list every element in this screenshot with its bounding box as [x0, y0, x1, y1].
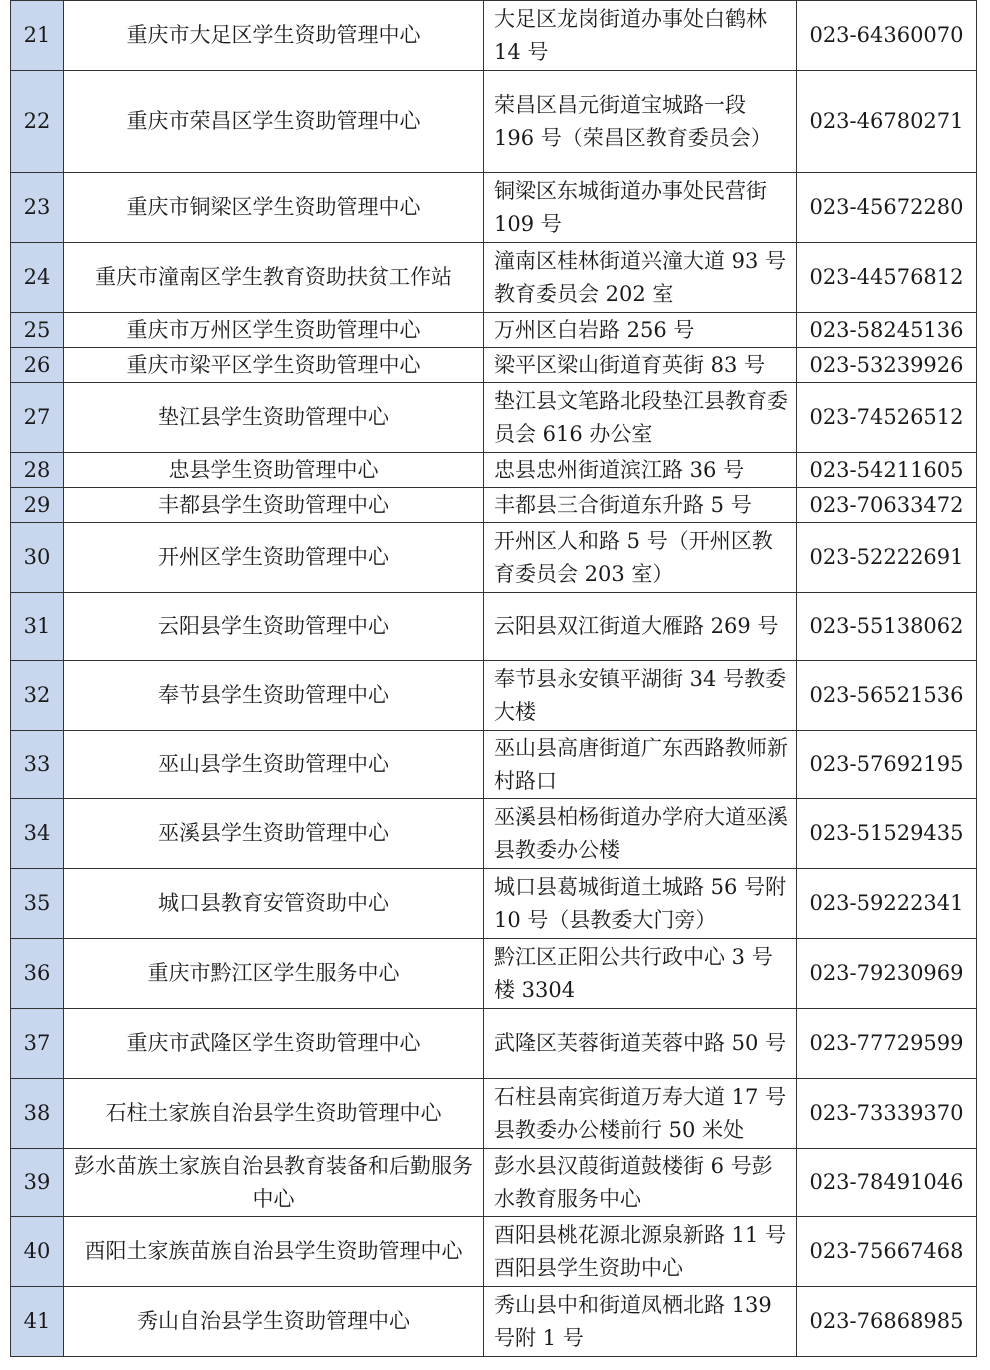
organization-name: 云阳县学生资助管理中心 [64, 593, 484, 661]
table-row [11, 1287, 977, 1357]
organization-address: 忠县忠州街道滨江路 36 号 [484, 453, 797, 488]
organization-name: 重庆市梁平区学生资助管理中心 [64, 348, 484, 383]
table-row [11, 348, 977, 383]
row-number: 27 [11, 383, 64, 453]
row-number: 29 [11, 488, 64, 523]
phone-number: 023-59222341 [797, 869, 977, 939]
table-row [11, 523, 977, 593]
table-row [11, 731, 977, 799]
organization-name: 开州区学生资助管理中心 [64, 523, 484, 593]
organization-name: 彭水苗族土家族自治县教育装备和后勤服务中心 [64, 1149, 484, 1217]
row-number: 32 [11, 661, 64, 731]
organization-address: 武隆区芙蓉街道芙蓉中路 50 号 [484, 1009, 797, 1079]
organization-name: 重庆市黔江区学生服务中心 [64, 939, 484, 1009]
row-number: 30 [11, 523, 64, 593]
contact-table-wrapper [10, 0, 976, 1357]
table-row [11, 593, 977, 661]
organization-name: 重庆市潼南区学生教育资助扶贫工作站 [64, 243, 484, 313]
organization-name: 重庆市万州区学生资助管理中心 [64, 313, 484, 348]
organization-address: 丰都县三合街道东升路 5 号 [484, 488, 797, 523]
organization-name: 城口县教育安管资助中心 [64, 869, 484, 939]
student-aid-contact-table [10, 0, 977, 1357]
row-number: 41 [11, 1287, 64, 1357]
table-row [11, 799, 977, 869]
organization-address: 铜梁区东城街道办事处民营街 109 号 [484, 173, 797, 243]
table-body [11, 1, 977, 1357]
row-number: 28 [11, 453, 64, 488]
organization-address: 万州区白岩路 256 号 [484, 313, 797, 348]
row-number: 22 [11, 71, 64, 173]
organization-address: 梁平区梁山街道育英街 83 号 [484, 348, 797, 383]
organization-name: 秀山自治县学生资助管理中心 [64, 1287, 484, 1357]
table-row [11, 313, 977, 348]
organization-name: 奉节县学生资助管理中心 [64, 661, 484, 731]
table-row [11, 453, 977, 488]
row-number: 39 [11, 1149, 64, 1217]
organization-name: 垫江县学生资助管理中心 [64, 383, 484, 453]
phone-number: 023-73339370 [797, 1079, 977, 1149]
phone-number: 023-70633472 [797, 488, 977, 523]
organization-address: 潼南区桂林街道兴潼大道 93 号教育委员会 202 室 [484, 243, 797, 313]
phone-number: 023-76868985 [797, 1287, 977, 1357]
row-number: 36 [11, 939, 64, 1009]
phone-number: 023-51529435 [797, 799, 977, 869]
phone-number: 023-53239926 [797, 348, 977, 383]
organization-address: 酉阳县桃花源北源泉新路 11 号酉阳县学生资助中心 [484, 1217, 797, 1287]
organization-address: 黔江区正阳公共行政中心 3 号楼 3304 [484, 939, 797, 1009]
organization-name: 忠县学生资助管理中心 [64, 453, 484, 488]
organization-name: 重庆市武隆区学生资助管理中心 [64, 1009, 484, 1079]
table-row [11, 1009, 977, 1079]
organization-name: 重庆市大足区学生资助管理中心 [64, 1, 484, 71]
phone-number: 023-64360070 [797, 1, 977, 71]
row-number: 31 [11, 593, 64, 661]
organization-address: 大足区龙岗街道办事处白鹤林 14 号 [484, 1, 797, 71]
organization-address: 奉节县永安镇平湖街 34 号教委大楼 [484, 661, 797, 731]
organization-address: 彭水县汉葭街道鼓楼街 6 号彭水教育服务中心 [484, 1149, 797, 1217]
organization-address: 城口县葛城街道土城路 56 号附 10 号（县教委大门旁） [484, 869, 797, 939]
organization-address: 巫山县高唐街道广东西路教师新村路口 [484, 731, 797, 799]
table-row [11, 1, 977, 71]
organization-name: 巫溪县学生资助管理中心 [64, 799, 484, 869]
table-row [11, 939, 977, 1009]
table-row [11, 869, 977, 939]
organization-address: 云阳县双江街道大雁路 269 号 [484, 593, 797, 661]
phone-number: 023-77729599 [797, 1009, 977, 1079]
phone-number: 023-54211605 [797, 453, 977, 488]
table-row [11, 173, 977, 243]
organization-address: 荣昌区昌元街道宝城路一段 196 号（荣昌区教育委员会） [484, 71, 797, 173]
phone-number: 023-75667468 [797, 1217, 977, 1287]
row-number: 37 [11, 1009, 64, 1079]
organization-address: 垫江县文笔路北段垫江县教育委员会 616 办公室 [484, 383, 797, 453]
phone-number: 023-55138062 [797, 593, 977, 661]
organization-address: 开州区人和路 5 号（开州区教育委员会 203 室） [484, 523, 797, 593]
table-row [11, 1079, 977, 1149]
organization-name: 巫山县学生资助管理中心 [64, 731, 484, 799]
phone-number: 023-57692195 [797, 731, 977, 799]
phone-number: 023-52222691 [797, 523, 977, 593]
row-number: 24 [11, 243, 64, 313]
row-number: 26 [11, 348, 64, 383]
phone-number: 023-58245136 [797, 313, 977, 348]
organization-name: 重庆市荣昌区学生资助管理中心 [64, 71, 484, 173]
phone-number: 023-78491046 [797, 1149, 977, 1217]
organization-name: 重庆市铜梁区学生资助管理中心 [64, 173, 484, 243]
organization-name: 石柱土家族自治县学生资助管理中心 [64, 1079, 484, 1149]
table-row [11, 243, 977, 313]
row-number: 38 [11, 1079, 64, 1149]
phone-number: 023-56521536 [797, 661, 977, 731]
phone-number: 023-46780271 [797, 71, 977, 173]
row-number: 23 [11, 173, 64, 243]
row-number: 40 [11, 1217, 64, 1287]
table-row [11, 661, 977, 731]
row-number: 33 [11, 731, 64, 799]
phone-number: 023-79230969 [797, 939, 977, 1009]
table-row [11, 1149, 977, 1217]
organization-address: 巫溪县柏杨街道办学府大道巫溪县教委办公楼 [484, 799, 797, 869]
organization-name: 酉阳土家族苗族自治县学生资助管理中心 [64, 1217, 484, 1287]
row-number: 21 [11, 1, 64, 71]
phone-number: 023-45672280 [797, 173, 977, 243]
phone-number: 023-74526512 [797, 383, 977, 453]
organization-address: 秀山县中和街道凤栖北路 139 号附 1 号 [484, 1287, 797, 1357]
organization-address: 石柱县南宾街道万寿大道 17 号县教委办公楼前行 50 米处 [484, 1079, 797, 1149]
row-number: 35 [11, 869, 64, 939]
table-row [11, 1217, 977, 1287]
row-number: 34 [11, 799, 64, 869]
table-row [11, 383, 977, 453]
table-row [11, 71, 977, 173]
organization-name: 丰都县学生资助管理中心 [64, 488, 484, 523]
phone-number: 023-44576812 [797, 243, 977, 313]
row-number: 25 [11, 313, 64, 348]
table-row [11, 488, 977, 523]
